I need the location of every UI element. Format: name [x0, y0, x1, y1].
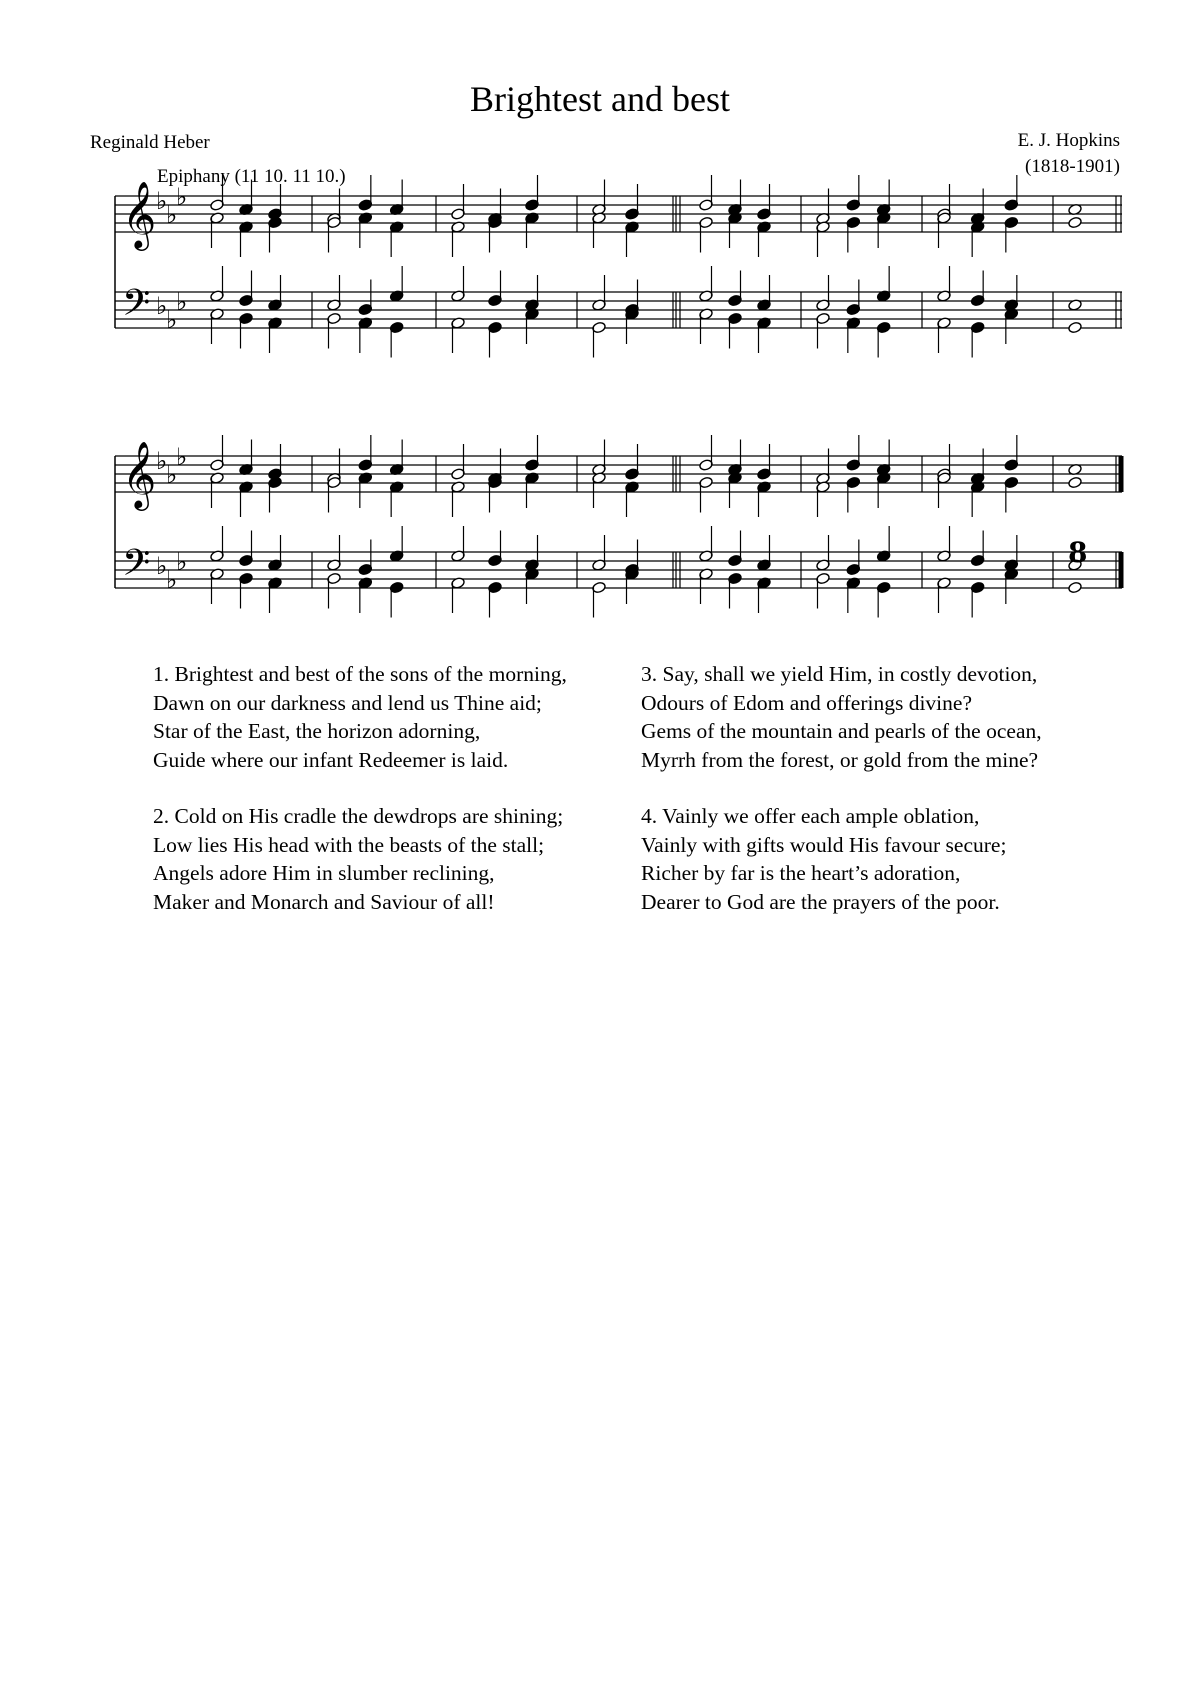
flat-icon: ♭	[166, 201, 178, 229]
verse-line: Myrrh from the forest, or gold from the mine?	[641, 747, 1039, 772]
composer-dates: (1818-1901)	[1025, 156, 1120, 177]
flat-icon: ♭	[166, 306, 178, 334]
verse-line: Odours of Edom and offerings divine?	[641, 690, 972, 715]
bass-clef-icon: 𝄢	[122, 542, 151, 593]
treble-clef-icon: 𝄞	[122, 440, 157, 508]
verse-line: 3. Say, shall we yield Him, in costly devotion,	[641, 662, 1038, 686]
verse-line: Low lies His head with the beasts of the stall;	[153, 832, 545, 857]
verse-line: Angels adore Him in slumber reclining,	[153, 861, 495, 885]
verse-1	[153, 660, 633, 774]
verse-line: 4. Vainly we offer each ample oblation,	[641, 804, 980, 828]
note-head	[1068, 321, 1083, 334]
author-name: Reginald Heber	[90, 132, 210, 153]
verse-line: Vainly with gifts would His favour secure;	[641, 832, 1007, 857]
flat-icon: ♭	[166, 566, 178, 594]
verse-column-right	[641, 660, 1121, 944]
verse-line: Guide where our infant Redeemer is laid.	[153, 747, 509, 772]
verse-4	[641, 802, 1121, 916]
treble-clef-icon: 𝄞	[122, 180, 157, 248]
flat-icon: ♭	[166, 461, 178, 489]
verse-line: Richer by far is the heart’s adoration,	[641, 861, 961, 885]
verse-column-left	[153, 660, 633, 944]
verse-line: Dawn on our darkness and lend us Thine aid;	[153, 690, 542, 715]
flat-icon: ♭	[156, 292, 168, 320]
flat-icon: ♭	[176, 548, 188, 576]
verse-line: 2. Cold on His cradle the dewdrops are shining;	[153, 804, 564, 828]
flat-icon: ♭	[176, 443, 188, 471]
note-head	[1068, 216, 1083, 229]
bass-clef-icon: 𝄢	[122, 282, 151, 333]
verse-line: 1. Brightest and best of the sons of the morning,	[153, 662, 567, 686]
note-head	[1068, 581, 1083, 594]
verse-line: Dearer to God are the prayers of the poor.	[641, 889, 1000, 914]
verse-line: Maker and Monarch and Saviour of all!	[153, 889, 495, 914]
music-score	[0, 0, 1200, 660]
verse-line: Gems of the mountain and pearls of the ocean,	[641, 719, 1042, 743]
hymn-title: Brightest and best	[470, 79, 730, 119]
verse-2	[153, 802, 633, 916]
tune-name: Epiphany (11 10. 11 10.)	[157, 166, 346, 187]
note-head	[1068, 476, 1083, 489]
verse-3	[641, 660, 1121, 774]
flat-icon: ♭	[156, 552, 168, 580]
flat-icon: ♭	[176, 288, 188, 316]
composer-name: E. J. Hopkins	[1017, 130, 1120, 151]
flat-icon: ♭	[156, 187, 168, 215]
verse-line: Star of the East, the horizon adorning,	[153, 719, 481, 743]
final-chord-figure: 8	[1068, 536, 1088, 569]
flat-icon: ♭	[156, 447, 168, 475]
flat-icon: ♭	[176, 183, 188, 211]
